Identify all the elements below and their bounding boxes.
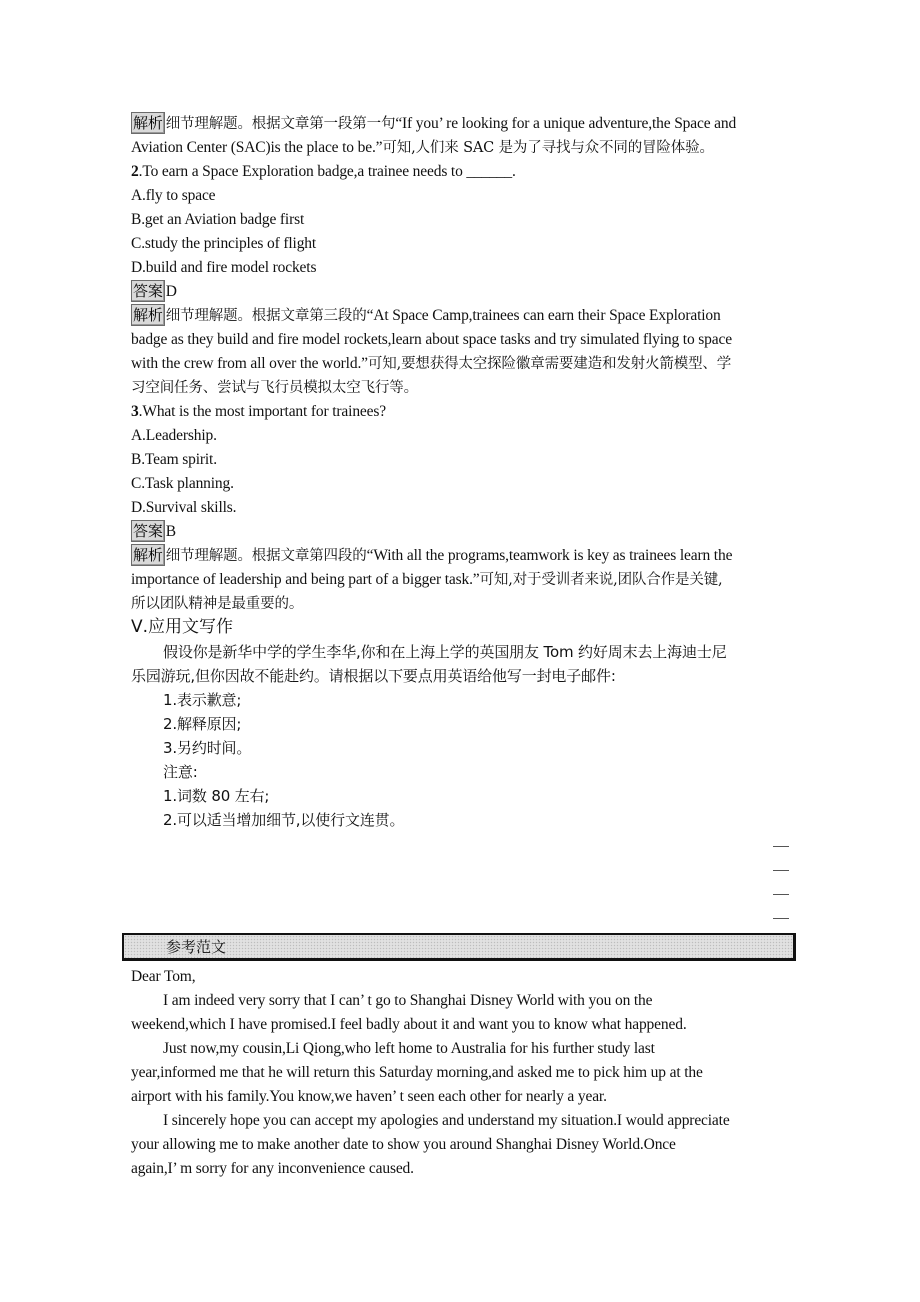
writing-prompt-line-1: 假设你是新华中学的学生李华,你和在上海上学的英国朋友 Tom 约好周末去上海迪士尼: [163, 643, 727, 661]
analysis-badge: 解析: [133, 546, 163, 564]
answer-line: [773, 918, 789, 919]
q2-option-b: B.get an Aviation badge first: [131, 211, 305, 228]
analysis-quote-en: with the crew from all over the world.”: [131, 355, 368, 372]
analysis-text-cn: 可知,对于受训者来说,团队合作是关键,: [479, 572, 723, 588]
q3-option-d: D.Survival skills.: [131, 499, 237, 516]
letter-salutation: Dear Tom,: [131, 968, 196, 985]
letter-line: I sincerely hope you can accept my apologies and understand my situation.I would appreciate: [163, 1112, 730, 1129]
q3-analysis-line-1: [131, 544, 801, 568]
q2-analysis-line-3: [131, 352, 801, 376]
letter-line: airport with his family.You know,we haven’ t seen each other for nearly a year.: [131, 1088, 607, 1105]
letter-line: I am indeed very sorry that I can’ t go to Shanghai Disney World with you on the: [163, 992, 653, 1009]
q3-answer: [131, 520, 801, 544]
q2-option-c: C.study the principles of flight: [131, 235, 317, 252]
q2-option-a: A.fly to space: [131, 187, 216, 204]
analysis-badge: 解析: [133, 306, 163, 324]
writing-point-1: 1.表示歉意;: [163, 691, 242, 709]
question-text: .To earn a Space Exploration badge,a trainee needs to ______.: [138, 163, 516, 180]
letter-line: year,informed me that he will return this Saturday morning,and asked me to pick him up at the: [131, 1064, 703, 1081]
q1-analysis-line-1: [131, 112, 801, 136]
reference-answer-bar: [122, 933, 796, 961]
analysis-quote-en: Aviation Center (SAC)is the place to be.”: [131, 139, 383, 156]
section-heading: Ⅴ.应用文写作: [131, 617, 234, 637]
q2-answer: [131, 280, 801, 304]
analysis-text-cn: 细节理解题。根据文章第四段的: [165, 548, 367, 564]
answer-value: B: [165, 523, 176, 540]
writing-point-3: 3.另约时间。: [163, 739, 252, 757]
reference-letter: [131, 965, 801, 1181]
q3-option-b: B.Team spirit.: [131, 451, 217, 468]
answer-line: [773, 894, 789, 895]
q3-stem: [131, 400, 801, 424]
q1-analysis-line-2: [131, 136, 801, 160]
note-2: 2.可以适当增加细节,以使行文连贯。: [163, 811, 405, 829]
q3-option-c: C.Task planning.: [131, 475, 234, 492]
answer-badge: 答案: [133, 282, 163, 300]
letter-line: weekend,which I have promised.I feel badly about it and want you to know what happened.: [131, 1016, 687, 1033]
q2-option-d: D.build and fire model rockets: [131, 259, 317, 276]
reference-answer-label: 参考范文: [166, 938, 227, 956]
letter-line: again,I’ m sorry for any inconvenience caused.: [131, 1160, 414, 1177]
document-body: [131, 112, 801, 832]
analysis-text-cn: 可知,人们来 SAC 是为了寻找与众不同的冒险体验。: [382, 140, 714, 156]
answer-line: [773, 846, 789, 847]
analysis-text-cn: 细节理解题。根据文章第一段第一句: [165, 116, 396, 132]
question-number: 3: [131, 403, 139, 420]
analysis-quote-en: importance of leadership and being part of a bigger task.”: [131, 571, 480, 588]
answer-badge: 答案: [133, 522, 163, 540]
question-text: .What is the most important for trainees?: [138, 403, 386, 420]
note-label: 注意:: [163, 763, 198, 781]
answer-lines: [773, 846, 789, 942]
analysis-quote-en: “With all the programs,teamwork is key as trainees learn the: [366, 547, 733, 564]
analysis-quote-en: “At Space Camp,trainees can earn their Space Exploration: [366, 307, 721, 324]
letter-line: your allowing me to make another date to show you around Shanghai Disney World.Once: [131, 1136, 676, 1153]
answer-line: [773, 870, 789, 871]
q2-analysis-line-1: [131, 304, 801, 328]
analysis-text-cn: 细节理解题。根据文章第三段的: [165, 308, 367, 324]
analysis-text-cn: 所以团队精神是最重要的。: [131, 596, 304, 612]
writing-prompt-line-2: 乐园游玩,但你因故不能赴约。请根据以下要点用英语给他写一封电子邮件:: [131, 667, 616, 685]
letter-line: Just now,my cousin,Li Qiong,who left home to Australia for his further study last: [163, 1040, 655, 1057]
analysis-text-cn: 习空间任务、尝试与飞行员模拟太空飞行等。: [131, 380, 418, 396]
q3-analysis-line-2: [131, 568, 801, 592]
question-number: 2: [131, 163, 139, 180]
q2-analysis-line-2: badge as they build and fire model rockets,learn about space tasks and try simulated flying to space: [131, 331, 732, 348]
q2-analysis-line-4: [131, 376, 801, 400]
writing-point-2: 2.解释原因;: [163, 715, 242, 733]
analysis-badge: 解析: [133, 114, 163, 132]
note-1: 1.词数 80 左右;: [163, 787, 270, 805]
analysis-quote-en: “If you’ re looking for a unique adventure,the Space and: [395, 115, 737, 132]
q2-stem: [131, 160, 801, 184]
q3-analysis-line-3: [131, 592, 801, 616]
answer-value: D: [165, 283, 177, 300]
q3-option-a: A.Leadership.: [131, 427, 217, 444]
analysis-text-cn: 可知,要想获得太空探险徽章需要建造和发射火箭模型、学: [367, 356, 732, 372]
